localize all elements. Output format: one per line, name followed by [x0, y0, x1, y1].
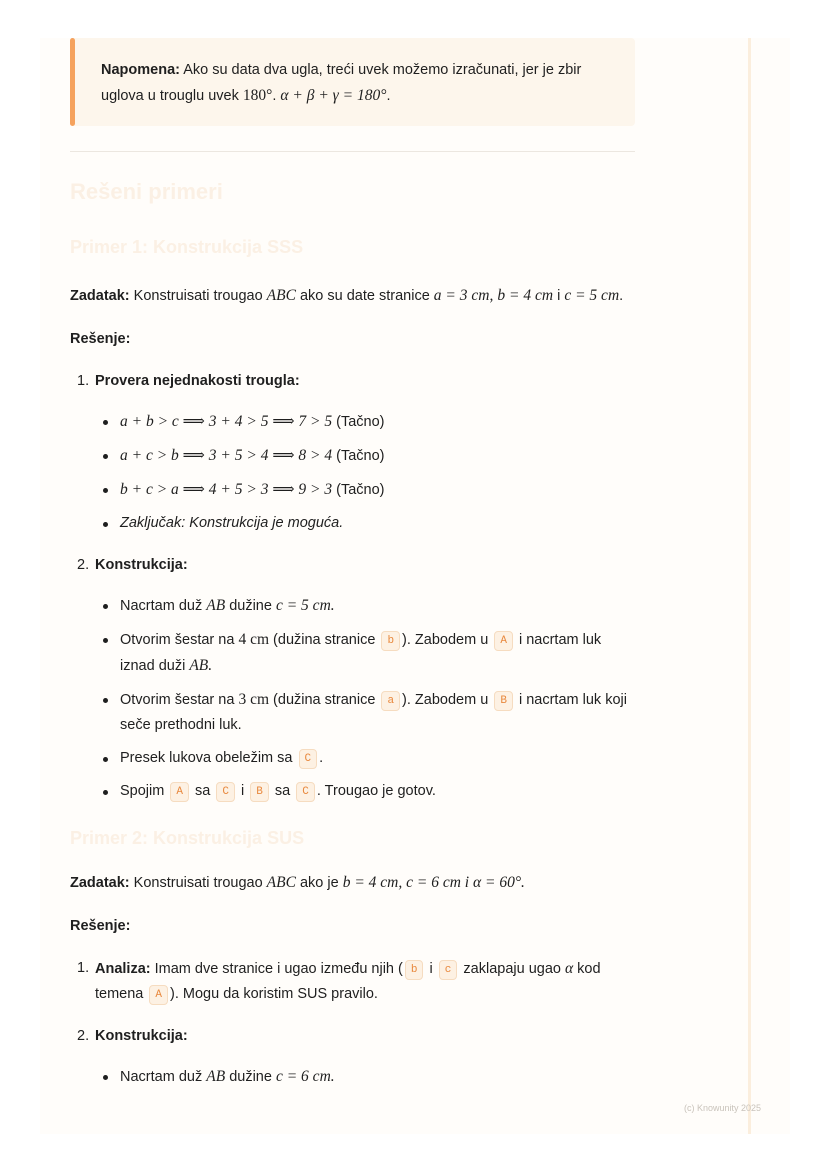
step-title: Analiza:	[95, 961, 151, 977]
item-text: .	[319, 750, 324, 766]
inequality-expr: a + b > c ⟹ 3 + 4 > 5 ⟹ 7 > 5	[120, 413, 333, 430]
segment-label: AB.	[189, 657, 213, 674]
example2-task	[70, 870, 635, 896]
step-title: Konstrukcija:	[95, 557, 188, 573]
inequality-result: (Tačno)	[336, 482, 385, 498]
copyright-footer: (c) Knowunity 2025	[684, 1103, 762, 1113]
construction-list	[97, 1064, 635, 1090]
item-text: Imam dve stranice i ugao između njih (	[154, 961, 403, 977]
length-value: 3 cm	[238, 691, 270, 708]
example2-task-label: Zadatak:	[70, 875, 130, 891]
example1-and: i	[557, 288, 561, 304]
step-title: Provera nejednakosti trougla:	[95, 373, 300, 389]
example2-step1	[70, 956, 635, 1007]
example2-step2	[70, 1024, 635, 1090]
item-text: (dužina stranice	[273, 692, 376, 708]
item-text: (dužina stranice	[273, 632, 376, 648]
step-number: 1.	[77, 960, 90, 976]
example1-side-a: a = 3 cm,	[433, 287, 494, 304]
example2-solution-label	[70, 914, 635, 939]
item-text: Otvorim šestar na	[120, 632, 235, 648]
item-text: i	[241, 783, 245, 799]
construction-item	[97, 687, 635, 738]
item-text: dužine	[229, 1069, 272, 1085]
example1-triangle: ABC	[266, 287, 296, 304]
example2-task-text: Konstruisati trougao	[133, 875, 263, 891]
code-chip: A	[170, 782, 189, 802]
item-text: i nacrtam luk iznad duži	[120, 632, 602, 674]
inequality-item	[97, 477, 635, 503]
example1-side-c: c = 5 cm	[564, 287, 620, 304]
example1-period: .	[619, 288, 624, 304]
segment-label: AB	[206, 597, 226, 614]
example2-title: Primer 2: Konstrukcija SUS	[70, 828, 305, 848]
code-chip: c	[439, 960, 458, 980]
inequality-item	[97, 409, 635, 435]
code-chip: b	[381, 631, 400, 651]
example1-task-text-2: ako su date stranice	[299, 288, 430, 304]
note-callout: Napomena: Ako su data dva ugla, treći uvek možemo izračunati, jer je zbir uglova u trouglu uvek 180°. α + β + γ = 180°.	[70, 38, 635, 126]
item-text: Nacrtam duž	[120, 1069, 203, 1085]
segment-label: AB	[206, 1068, 226, 1085]
example1-task-text: Konstruisati trougao	[133, 288, 263, 304]
item-text: dužine	[229, 598, 272, 614]
example1-steps	[70, 369, 635, 804]
construction-item	[97, 627, 635, 679]
alpha-symbol: α	[565, 960, 574, 977]
item-text: . Trougao je gotov.	[316, 783, 436, 799]
construction-item	[97, 779, 635, 804]
solution-label-text: Rešenje:	[70, 918, 131, 934]
divider	[70, 151, 635, 152]
code-chip: B	[250, 782, 269, 802]
item-text: Otvorim šestar na	[120, 692, 235, 708]
item-text: sa	[274, 783, 291, 799]
step-number: 1.	[77, 373, 90, 389]
item-text: i	[429, 961, 433, 977]
inequality-expr: b + c > a ⟹ 4 + 5 > 3 ⟹ 9 > 3	[120, 481, 333, 498]
code-chip: b	[405, 960, 424, 980]
code-chip: a	[381, 691, 400, 711]
inequality-list	[97, 409, 635, 536]
example1-solution-label	[70, 327, 635, 352]
note-label: Napomena:	[101, 62, 180, 78]
construction-list	[97, 593, 635, 804]
length-value: c = 6 cm.	[275, 1068, 335, 1085]
step-number: 2.	[77, 1028, 90, 1044]
example1-side-b: b = 4 cm	[497, 287, 554, 304]
code-chip: A	[494, 631, 513, 651]
item-text: Presek lukova obeležim sa	[120, 750, 293, 766]
example1-task-label: Zadatak:	[70, 288, 130, 304]
code-chip: C	[216, 782, 235, 802]
item-text: sa	[195, 783, 211, 799]
main-content	[70, 38, 635, 1090]
section-title: Rešeni primeri	[70, 179, 223, 204]
item-text: i nacrtam luk koji seče prethodni luk.	[120, 692, 627, 733]
right-rail	[748, 38, 751, 1134]
example2-task-text-2: ako je	[299, 875, 339, 891]
item-text: kod temena	[95, 961, 601, 1002]
example2-triangle: ABC	[266, 874, 296, 891]
construction-item	[97, 1064, 635, 1090]
inequality-expr: a + c > b ⟹ 3 + 5 > 4 ⟹ 8 > 4	[120, 447, 333, 464]
item-text: ). Zabodem u	[402, 692, 489, 708]
code-chip: B	[494, 691, 513, 711]
code-chip: C	[296, 782, 315, 802]
example1-task	[70, 283, 635, 309]
step-number: 2.	[77, 557, 90, 573]
item-text: zaklapaju ugao	[463, 961, 561, 977]
conclusion-text: Zaključak: Konstrukcija je moguća.	[120, 515, 344, 531]
length-value: 4 cm	[238, 631, 270, 648]
note-formula: α + β + γ = 180°	[280, 87, 387, 104]
inequality-item	[97, 443, 635, 469]
item-text: ). Zabodem u	[402, 632, 489, 648]
inequality-result: (Tačno)	[336, 414, 385, 430]
item-text: Spojim	[120, 783, 165, 799]
step-title: Konstrukcija:	[95, 1028, 188, 1044]
example2-values: b = 4 cm, c = 6 cm i α = 60°.	[342, 874, 525, 891]
note-angle-sum: 180°	[242, 87, 273, 104]
solution-label-text: Rešenje:	[70, 331, 131, 347]
code-chip: A	[149, 985, 168, 1005]
example2-steps	[70, 956, 635, 1090]
note-text: Ako su data dva ugla, treći uvek možemo izračunati, jer je zbir uglova u trouglu uvek	[101, 62, 582, 104]
code-chip: C	[299, 749, 318, 769]
length-value: c = 5 cm.	[275, 597, 335, 614]
conclusion-item	[97, 511, 635, 536]
item-text: ). Mogu da koristim SUS pravilo.	[170, 986, 378, 1002]
item-text: Nacrtam duž	[120, 598, 203, 614]
construction-item	[97, 593, 635, 619]
inequality-result: (Tačno)	[336, 448, 385, 464]
construction-item	[97, 746, 635, 771]
example1-title: Primer 1: Konstrukcija SSS	[70, 237, 304, 257]
example1-step1	[70, 369, 635, 536]
example1-step2	[70, 553, 635, 804]
